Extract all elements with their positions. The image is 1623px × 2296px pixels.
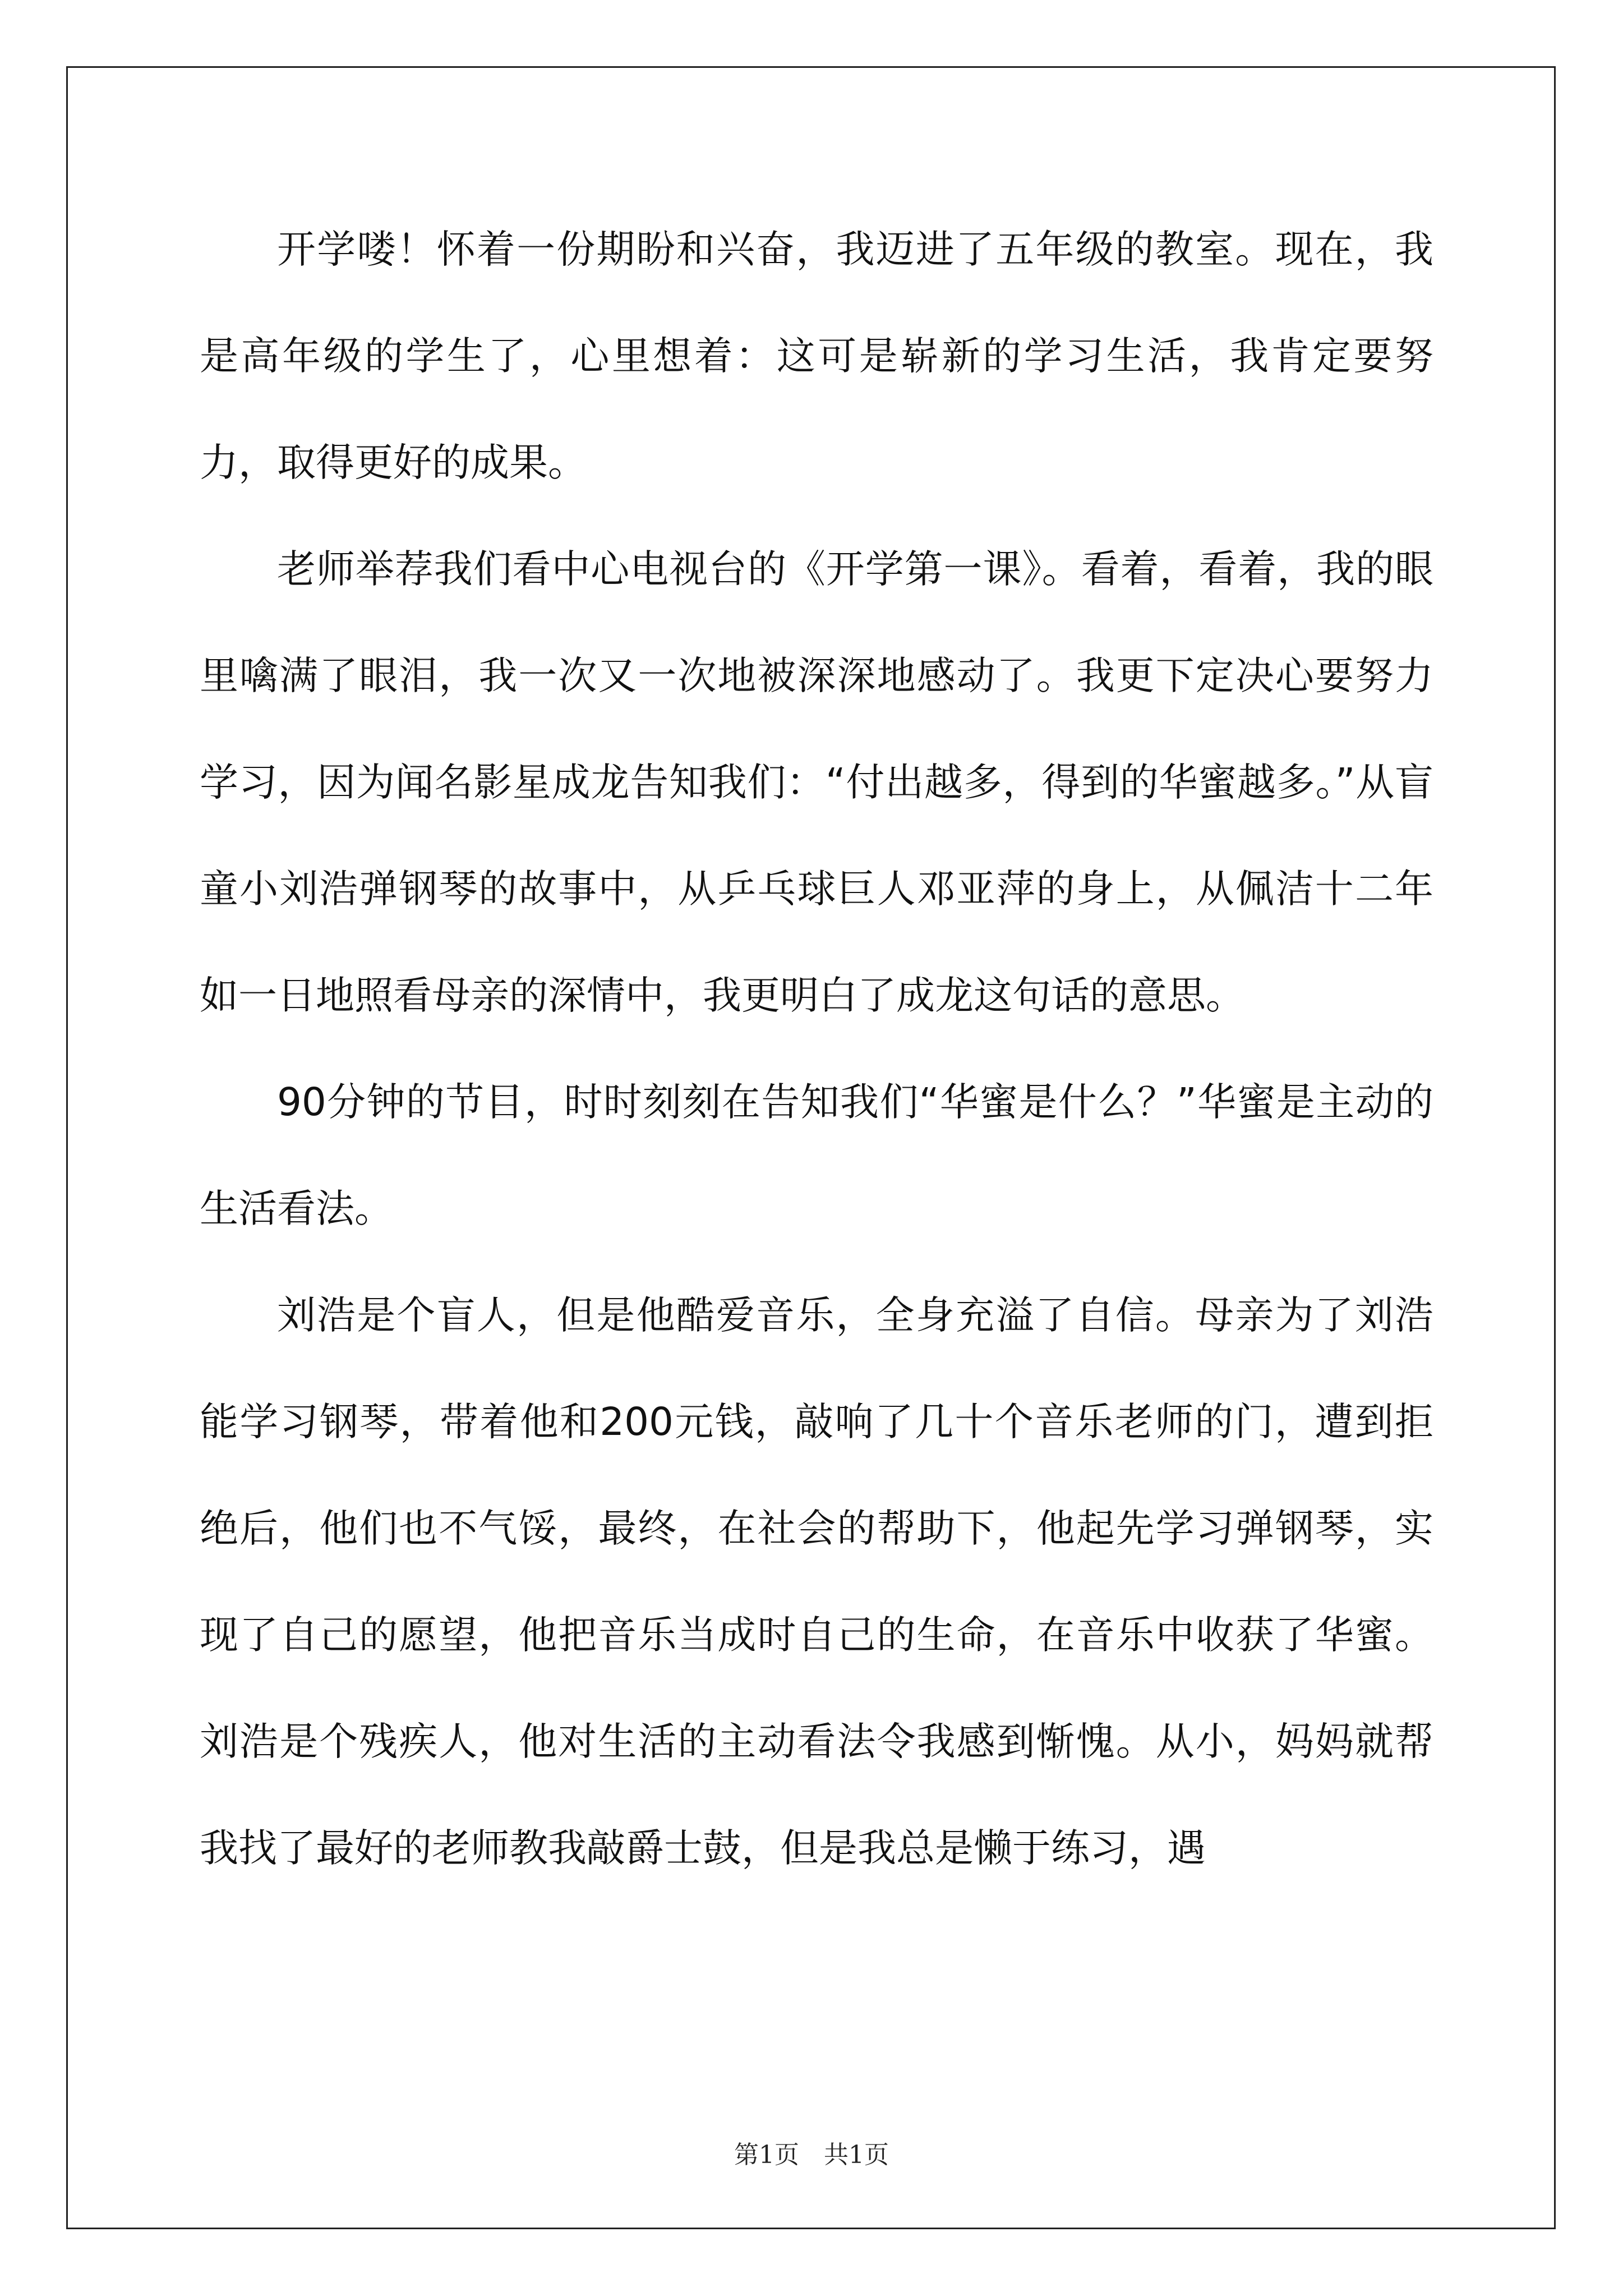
paragraph-3: 90分钟的节目，时时刻刻在告知我们“华蜜是什么？”华蜜是主动的生活看法。 bbox=[200, 1080, 1433, 1231]
document-body bbox=[200, 196, 1433, 1902]
paragraph-2: 老师举荐我们看中心电视台的《开学第一课》。看着，看着，我的眼里噙满了眼泪，我一次又一次地被深深地感动了。我更下定决心要努力学习，因为闻名影星成龙告知我们：“付出越多，得到的华蜜越多。”从盲童小刘浩弹钢琴的故事中，从乒乓球巨人邓亚萍的身上，从佩洁十二年如一日地照看母亲的深情中，我更明白了成龙这句话的意思。 bbox=[200, 547, 1433, 1018]
page-number-footer: 第1页 共1页 bbox=[734, 2141, 889, 2169]
paragraph-1: 开学喽！怀着一份期盼和兴奋，我迈进了五年级的教室。现在，我是高年级的学生了，心里想着：这可是崭新的学习生活，我肯定要努力，取得更好的成果。 bbox=[200, 227, 1433, 485]
paragraph-4: 刘浩是个盲人，但是他酷爱音乐，全身充溢了自信。母亲为了刘浩能学习钢琴，带着他和200元钱，敲响了几十个音乐老师的门，遭到拒绝后，他们也不气馁，最终，在社会的帮助下，他起先学习弹钢琴，实现了自己的愿望，他把音乐当成时自己的生命，在音乐中收获了华蜜。刘浩是个残疾人，他对生活的主动看法令我感到惭愧。从小，妈妈就帮我找了最好的老师教我敲爵士鼓，但是我总是懒于练习，遇 bbox=[200, 1293, 1433, 1871]
